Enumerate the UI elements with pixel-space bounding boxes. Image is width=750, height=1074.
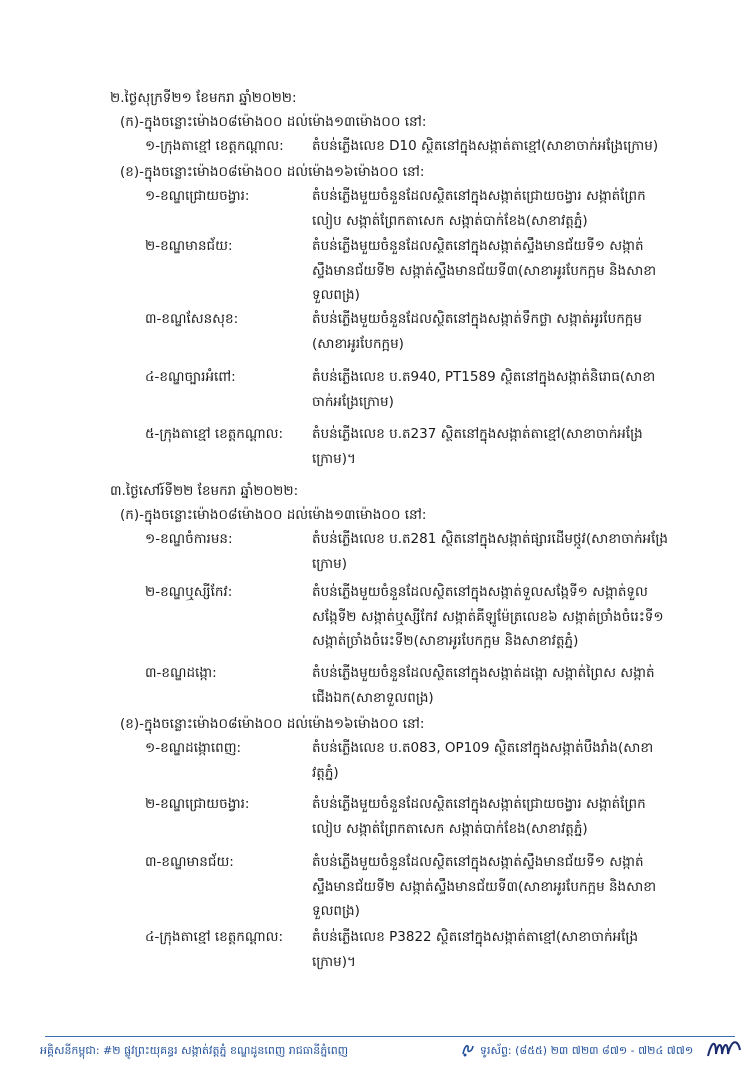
section-label: (ក)-ក្នុងចន្លោះម៉ោង០៨ម៉ោង០០ ដល់ម៉ោង១៣ម៉ោង០០ នៅ: — [120, 114, 427, 130]
area-description: លៀប សង្កាត់ព្រែកតាសេក សង្កាត់បាក់ខែង(សាខាវត្តភ្នំ) — [312, 820, 588, 837]
area-description: ជើងឯក(សាខាទួលពង្រ) — [312, 689, 434, 706]
area-description: តំបន់ភ្លើងមួយចំនួនដែលស្ថិតនៅក្នុងសង្កាត់ដង្កោ សង្កាត់ព្រៃស សង្កាត់ — [312, 665, 655, 681]
area-description: ក្រោម)។ — [312, 953, 356, 970]
location-name: ១-ខណ្ឌជ្រោយចង្វារ: — [145, 188, 250, 204]
location-name: ៣-ខណ្ឌដង្កោ: — [145, 665, 217, 681]
location-name: ១-ក្រុងតាខ្មៅ ខេត្តកណ្តាល: — [145, 138, 284, 154]
signature-icon — [706, 1036, 742, 1062]
area-description: សង្កាត់ច្រាំងចំរេះទី២(សាខាអូរបែកក្អម និងសាខាវត្តភ្នំ) — [312, 633, 579, 650]
footer-phone: ទូរស័ព្ទ: (៨៥៥) ២៣ ៧២៣ ៨៧១ - ៧២៤ ៧៧១ — [480, 1044, 694, 1057]
section-label: (ខ)-ក្នុងចន្លោះម៉ោង០៨ម៉ោង០០ ដល់ម៉ោង១៦ម៉ោង០០ នៅ: — [120, 164, 425, 180]
area-description: ស្ទឹងមានជ័យទី២ សង្កាត់ស្ទឹងមានជ័យទី៣(សាខាអូរបែកក្អម និងសាខា — [312, 262, 657, 279]
location-name: ៣-ខណ្ឌសែនសុខ: — [145, 311, 239, 327]
location-name: ២-ខណ្ឌជ្រោយចង្វារ: — [145, 796, 250, 812]
area-description: ក្រោម)។ — [312, 450, 356, 467]
area-description: តំបន់ភ្លើងលេខ P3822 ស្ថិតនៅក្នុងសង្កាត់តាខ្មៅ(សាខាចាក់អង្រែ — [312, 929, 639, 945]
section-label: (ក)-ក្នុងចន្លោះម៉ោង០៨ម៉ោង០០ ដល់ម៉ោង១៣ម៉ោង០០ នៅ: — [120, 507, 427, 523]
location-name: ៣-ខណ្ឌមានជ័យ: — [145, 854, 234, 870]
area-description: សង្កែទី២ សង្កាត់ឬស្សីកែវ សង្កាត់គីឡូម៉ែត្រលេខ៦ សង្កាត់ច្រាំងចំរេះទី១ — [312, 608, 664, 625]
location-name: ១-ខណ្ឌដង្កោពេញ: — [145, 740, 242, 756]
area-description: តំបន់ភ្លើងលេខ ប.ត083, OP109 ស្ថិតនៅក្នុងសង្កាត់បឹងរាំង(សាខា — [312, 740, 654, 756]
location-name: ៤-ក្រុងតាខ្មៅ ខេត្តកណ្តាល: — [145, 929, 284, 945]
area-description: ក្រោម) — [312, 555, 347, 572]
section-label: (ខ)-ក្នុងចន្លោះម៉ោង០៨ម៉ោង០០ ដល់ម៉ោង១៦ម៉ោង០០ នៅ: — [120, 716, 425, 732]
footer-address: អគ្គិសនីកម្ពុជា: #២ ផ្លូវព្រះយុគន្ធរ សង្កាត់វត្តភ្នំ ខណ្ឌដូនពេញ រាជធានីភ្នំពេញ — [40, 1044, 349, 1057]
day-heading: ២.ថ្ងៃសុក្រទី២១ ខែមករា ឆ្នាំ២០២២: — [110, 90, 297, 106]
footer-divider — [45, 1036, 735, 1037]
area-description: តំបន់ភ្លើងមួយចំនួនដែលស្ថិតនៅក្នុងសង្កាត់ជ្រោយចង្វារ សង្កាត់ព្រែក — [312, 188, 646, 204]
location-name: ៥-ក្រុងតាខ្មៅ ខេត្តកណ្តាល: — [145, 426, 284, 442]
area-description: (សាខាអូរបែកក្អម) — [312, 335, 404, 352]
location-name: ២-ខណ្ឌមានជ័យ: — [145, 238, 233, 254]
area-description: តំបន់ភ្លើងមួយចំនួនដែលស្ថិតនៅក្នុងសង្កាត់ទួលសង្កែទី១ សង្កាត់ទួល — [312, 584, 648, 600]
area-description: ចាក់អង្រែក្រោម) — [312, 393, 394, 410]
area-description: តំបន់ភ្លើងលេខ ប.ត281 ស្ថិតនៅក្នុងសង្កាត់ផ្សារដើមថ្កូវ(សាខាចាក់អង្រែ — [312, 531, 668, 547]
area-description: ទួលពង្រ) — [312, 287, 360, 304]
location-name: ៤-ខណ្ឌច្បារអំពៅ: — [145, 369, 236, 385]
phone-logo-icon — [460, 1040, 476, 1058]
area-description: វត្តភ្នំ) — [312, 764, 339, 781]
area-description: តំបន់ភ្លើងមួយចំនួនដែលស្ថិតនៅក្នុងសង្កាត់ស្ទឹងមានជ័យទី១ សង្កាត់ — [312, 238, 644, 254]
area-description: តំបន់ភ្លើងមួយចំនួនដែលស្ថិតនៅក្នុងសង្កាត់ស្ទឹងមានជ័យទី១ សង្កាត់ — [312, 854, 644, 870]
day-heading: ៣.ថ្ងៃសៅរ៍ទី២២ ខែមករា ឆ្នាំ២០២២: — [110, 483, 299, 499]
location-name: ១-ខណ្ឌចំការមន: — [145, 531, 233, 547]
area-description: ស្ទឹងមានជ័យទី២ សង្កាត់ស្ទឹងមានជ័យទី៣(សាខាអូរបែកក្អម និងសាខា — [312, 878, 657, 895]
area-description: លៀប សង្កាត់ព្រែកតាសេក សង្កាត់បាក់ខែង(សាខាវត្តភ្នំ) — [312, 212, 588, 229]
area-description: តំបន់ភ្លើងលេខ D10 ស្ថិតនៅក្នុងសង្កាត់តាខ្មៅ(សាខាចាក់អង្រែក្រោម) — [312, 138, 659, 154]
area-description: តំបន់ភ្លើងមួយចំនួនដែលស្ថិតនៅក្នុងសង្កាត់ជ្រោយចង្វារ សង្កាត់ព្រែក — [312, 796, 646, 812]
area-description: តំបន់ភ្លើងមួយចំនួនដែលស្ថិតនៅក្នុងសង្កាត់ទឹកថ្លា សង្កាត់អូរបែកក្អម — [312, 311, 642, 327]
area-description: តំបន់ភ្លើងលេខ ប.ត237 ស្ថិតនៅក្នុងសង្កាត់តាខ្មៅ(សាខាចាក់អង្រែ — [312, 426, 643, 442]
area-description: តំបន់ភ្លើងលេខ ប.ត940, PT1589 ស្ថិតនៅក្នុងសង្កាត់និរោធ(សាខា — [312, 369, 656, 385]
area-description: ទួលពង្រ) — [312, 903, 360, 920]
location-name: ២-ខណ្ឌឬស្សីកែវ: — [145, 584, 233, 600]
